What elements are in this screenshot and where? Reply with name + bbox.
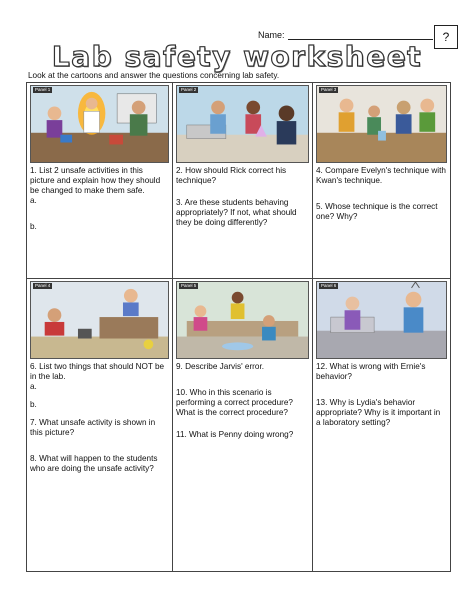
panel-tag-1: Panel 1 bbox=[35, 87, 51, 92]
question-7: 7. What unsafe activity is shown in this picture? bbox=[30, 418, 156, 437]
question-13: 13. Why is Lydia's behavior appropriate? Why is it important in a laboratory setting? bbox=[316, 398, 441, 427]
question-4: 4. Compare Evelyn's technique with Kwan's technique. bbox=[316, 166, 446, 185]
name-row bbox=[258, 30, 433, 40]
cartoon-spill-illustration bbox=[177, 282, 308, 358]
panel-tag-5: Panel 5 bbox=[181, 283, 197, 288]
answer-1b-label: b. bbox=[30, 222, 37, 231]
question-12: 12. What is wrong with Ernie's behavior? bbox=[316, 362, 426, 381]
question-10: 10. Who in this scenario is performing a correct procedure? What is the correct procedure? bbox=[176, 388, 293, 417]
answer-1a-label: a. bbox=[30, 196, 37, 205]
cartoon-panel-1 bbox=[30, 85, 169, 163]
instructions: Look at the cartoons and answer the questions concerning lab safety. bbox=[28, 71, 280, 80]
worksheet-grid bbox=[26, 82, 451, 572]
cartoon-lab-fire-illustration bbox=[31, 86, 168, 162]
cartoon-panel-4 bbox=[30, 281, 169, 359]
panel-tag-3: Panel 3 bbox=[321, 87, 337, 92]
cell-4 bbox=[27, 279, 173, 571]
question-5: 5. Whose technique is the correct one? Why? bbox=[316, 202, 438, 221]
question-1: 1. List 2 unsafe activities in this picture and explain how they should be changed to make them safe. bbox=[30, 166, 161, 195]
question-2: 2. How should Rick correct his technique? bbox=[176, 166, 287, 185]
answer-6b-label: b. bbox=[30, 400, 37, 409]
answer-6a-label: a. bbox=[30, 382, 37, 391]
cartoon-pouring-illustration bbox=[317, 86, 446, 162]
cartoon-panel-2 bbox=[176, 85, 309, 163]
cartoon-sink-illustration bbox=[177, 86, 308, 162]
cartoon-panel-3 bbox=[316, 85, 447, 163]
name-label: Name: bbox=[258, 30, 285, 40]
cell-6 bbox=[313, 279, 450, 571]
question-11: 11. What is Penny doing wrong? bbox=[176, 430, 294, 439]
panel-tag-2: Panel 2 bbox=[181, 87, 197, 92]
panel-tag-4: Panel 4 bbox=[35, 283, 51, 288]
cell-2 bbox=[173, 83, 313, 279]
panel-tag-6: Panel 6 bbox=[321, 283, 337, 288]
cell-1 bbox=[27, 83, 173, 279]
cell-3 bbox=[313, 83, 450, 279]
name-field[interactable] bbox=[288, 30, 433, 40]
cartoon-panel-6 bbox=[316, 281, 447, 359]
question-8: 8. What will happen to the students who are doing the unsafe activity? bbox=[30, 454, 158, 473]
question-9: 9. Describe Jarvis' error. bbox=[176, 362, 265, 371]
cartoon-horseplay-illustration bbox=[31, 282, 168, 358]
cartoon-eyewash-illustration bbox=[317, 282, 446, 358]
cell-5 bbox=[173, 279, 313, 571]
question-box: ? bbox=[434, 25, 458, 49]
cartoon-panel-5 bbox=[176, 281, 309, 359]
question-3: 3. Are these students behaving appropriately? If not, what should they be doing differently? bbox=[176, 198, 297, 227]
question-6: 6. List two things that should NOT be in the lab. bbox=[30, 362, 165, 381]
page-title: Lab safety worksheet bbox=[51, 40, 423, 73]
